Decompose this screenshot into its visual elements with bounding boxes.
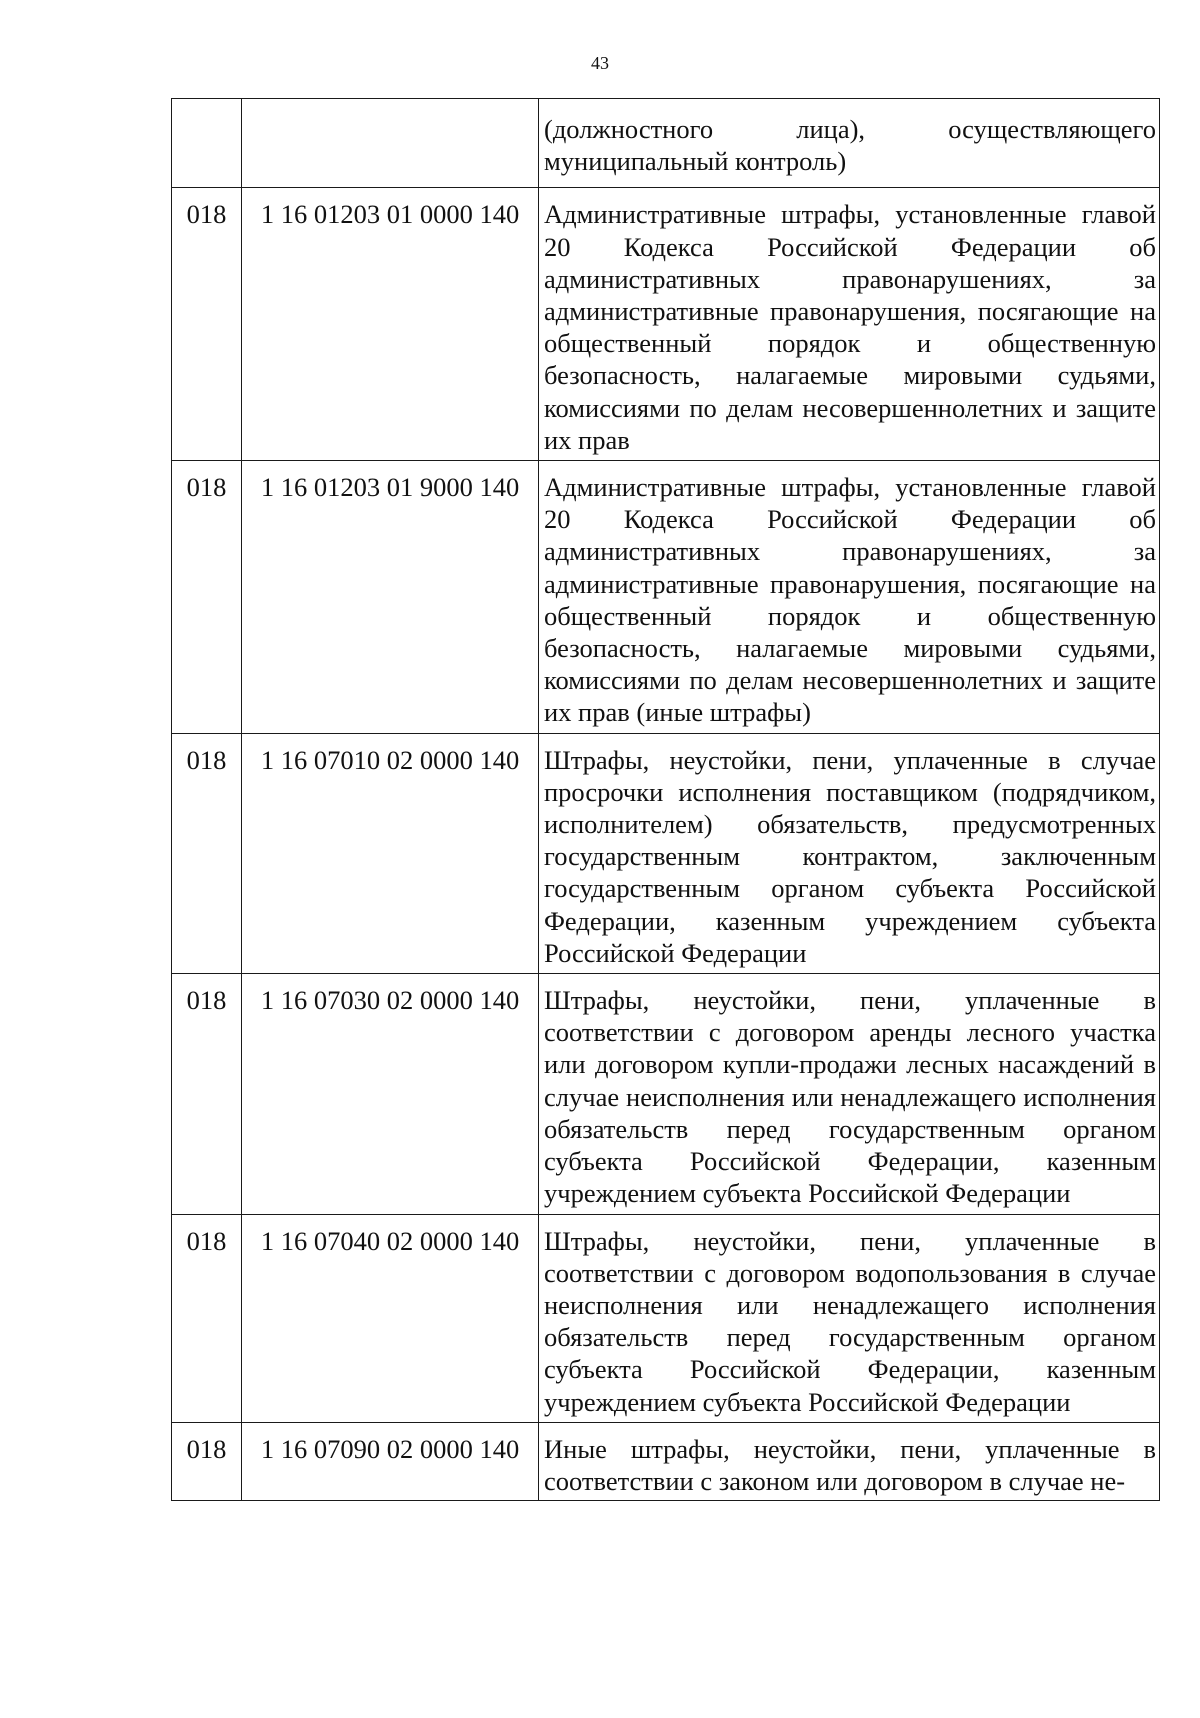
budget-code-cell	[242, 99, 539, 188]
admin-code-cell: 018	[172, 733, 242, 973]
table-row	[172, 99, 1160, 188]
budget-code-cell: 1 16 01203 01 9000 140	[242, 461, 539, 734]
table-row	[172, 733, 1160, 973]
admin-code-cell	[172, 99, 242, 188]
page-number: 43	[591, 53, 609, 73]
budget-code-cell: 1 16 07030 02 0000 140	[242, 974, 539, 1214]
budget-code-cell: 1 16 07010 02 0000 140	[242, 733, 539, 973]
admin-code-cell: 018	[172, 188, 242, 461]
revenue-name-cell: Иные штрафы, неустойки, пени, уплаченные в соответствии с законом или договором в случае не-	[539, 1422, 1160, 1500]
table-row	[172, 188, 1160, 461]
table-row	[172, 974, 1160, 1214]
table-row	[172, 1422, 1160, 1500]
revenue-name-cell: Штрафы, неустойки, пени, уплаченные в случае просрочки исполнения поставщиком (подрядчиком, исполнителем) обязательств, предусмотренных государственным контрактом, заключенным государственным органом субъекта Российской Федерации, казенным учреждением субъекта Российской Федерации	[539, 733, 1160, 973]
budget-code-cell: 1 16 07040 02 0000 140	[242, 1214, 539, 1422]
table-row	[172, 461, 1160, 734]
admin-code-cell: 018	[172, 461, 242, 734]
revenue-name-cell: Штрафы, неустойки, пени, уплаченные в соответствии с договором аренды лесного участка или договором купли-продажи лесных насаждений в случае неисполнения или ненадлежащего исполнения обязательств перед государственным органом субъекта Российской Федерации, казенным учреждением субъекта Российской Федерации	[539, 974, 1160, 1214]
revenue-name-cell: Административные штрафы, установленные главой 20 Кодекса Российской Федерации об административных правонарушениях, за административные правонарушения, посягающие на общественный порядок и общественную безопасность, налагаемые мировыми судьями, комиссиями по делам несовершеннолетних и защите их прав (иные штрафы)	[539, 461, 1160, 734]
budget-code-cell: 1 16 01203 01 0000 140	[242, 188, 539, 461]
revenue-name-cell: Административные штрафы, установленные главой 20 Кодекса Российской Федерации об административных правонарушениях, за административные правонарушения, посягающие на общественный порядок и общественную безопасность, налагаемые мировыми судьями, комиссиями по делам несовершеннолетних и защите их прав	[539, 188, 1160, 461]
revenue-name-cell: Штрафы, неустойки, пени, уплаченные в соответствии с договором водопользования в случае неисполнения или ненадлежащего исполнения обязательств перед государственным органом субъекта Российской Федерации, казенным учреждением субъекта Российской Федерации	[539, 1214, 1160, 1422]
budget-code-cell: 1 16 07090 02 0000 140	[242, 1422, 539, 1500]
admin-code-cell: 018	[172, 1422, 242, 1500]
table-row	[172, 1214, 1160, 1422]
revenue-codes-table	[171, 98, 1160, 1501]
revenue-name-cell: (должностного лица), осуществляющего муниципальный контроль)	[539, 99, 1160, 188]
admin-code-cell: 018	[172, 974, 242, 1214]
admin-code-cell: 018	[172, 1214, 242, 1422]
